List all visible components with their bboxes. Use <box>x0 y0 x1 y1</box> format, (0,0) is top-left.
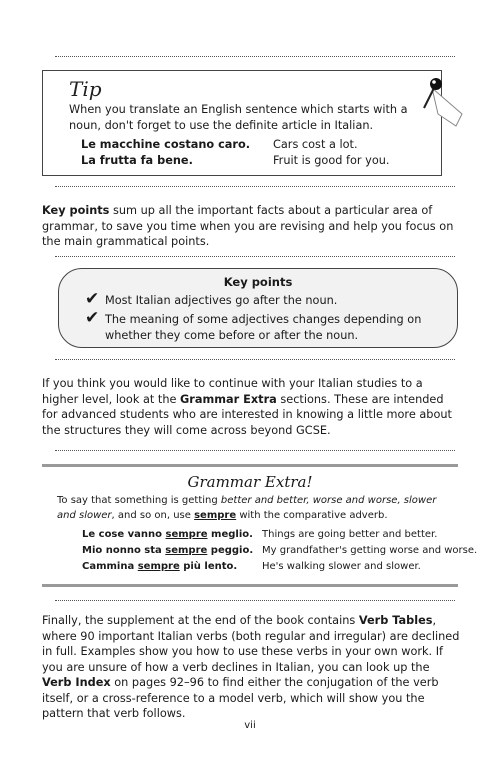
checkmark-icon: ✔ <box>85 289 100 309</box>
dotted-divider <box>55 186 455 187</box>
page-number: vii <box>244 720 256 731</box>
grammar-extra-example-english: Things are going better and better. <box>262 529 438 540</box>
tip-text: When you translate an English sentence which starts with a noun, don't forget to use the definite article in Italian. <box>69 103 408 132</box>
dotted-divider <box>55 359 455 360</box>
tip-example-english: Fruit is good for you. <box>273 154 390 167</box>
tip-example-italian: Le macchine costano caro. <box>81 138 251 151</box>
key-points-box: Key points ✔ Most Italian adjectives go after the noun. ✔ The meaning of some adjectives changes depending on whether they come before or after the noun. <box>58 268 458 348</box>
grammar-extra-bottom-bar <box>42 584 458 587</box>
grammar-extra-term: Grammar Extra <box>180 392 277 406</box>
grammar-extra-example-english: My grandfather's getting worse and worse. <box>262 545 478 556</box>
grammar-extra-top-bar <box>42 464 458 467</box>
grammar-extra-example-row <box>82 544 477 558</box>
tip-title: Tip <box>69 77 102 101</box>
tip-example-row <box>81 153 389 169</box>
grammar-extra-title: Grammar Extra! <box>187 473 313 491</box>
grammar-extra-example-row <box>82 560 421 574</box>
key-points-term: Key points <box>42 204 110 217</box>
tip-example-row <box>81 137 358 153</box>
grammar-extra-example-english: He's walking slower and slower. <box>262 561 421 572</box>
grammar-extra-example-italian: Le cose vanno sempre meglio. <box>82 529 253 540</box>
grammar-extra-paragraph: If you think you would like to continue with your Italian studies to a higher level, look at the Grammar Extra sections. These are intended for advanced students who are interested in knowing a little more about the structures they will come across beyond GCSE. <box>42 377 452 437</box>
grammar-extra-description: To say that something is getting better and better, worse and worse, slower and slower, and so on, use sempre with the comparative adverb. <box>57 495 437 521</box>
tip-example-english: Cars cost a lot. <box>273 138 358 151</box>
verb-tables-term: Verb Tables <box>358 614 433 627</box>
dotted-divider <box>55 450 455 451</box>
grammar-extra-example-italian: Cammina sempre più lento. <box>82 561 238 572</box>
key-points-paragraph: Key points sum up all the important facts about a particular area of grammar, to save you time when you are revising and help you focus on the main grammatical points. <box>42 204 454 248</box>
dotted-divider <box>55 600 455 601</box>
dotted-divider <box>55 256 455 257</box>
verb-tables-paragraph: Finally, the supplement at the end of the book contains Verb Tables, where 90 important Italian verbs (both regular and irregular) are declined in full. Examples show you how to use these verbs in your own work. If you are unsure of how a verb declines in Italian, you can look up the Verb Index on pages 92–96 to find either the conjugation of the verb itself, or a cross-reference to a model verb, which will show you the pattern that verb follows. <box>42 614 460 720</box>
grammar-extra-example-italian: Mio nonno sta sempre peggio. <box>82 545 254 556</box>
tip-example-italian: La frutta fa bene. <box>81 154 193 167</box>
key-points-title: Key points <box>223 275 293 289</box>
pushpin-icon <box>418 74 468 134</box>
verb-index-term: Verb Index <box>42 676 111 689</box>
dotted-divider <box>55 56 455 57</box>
checkmark-icon: ✔ <box>85 308 100 328</box>
grammar-extra-example-row <box>82 528 437 542</box>
tip-box <box>42 70 442 176</box>
